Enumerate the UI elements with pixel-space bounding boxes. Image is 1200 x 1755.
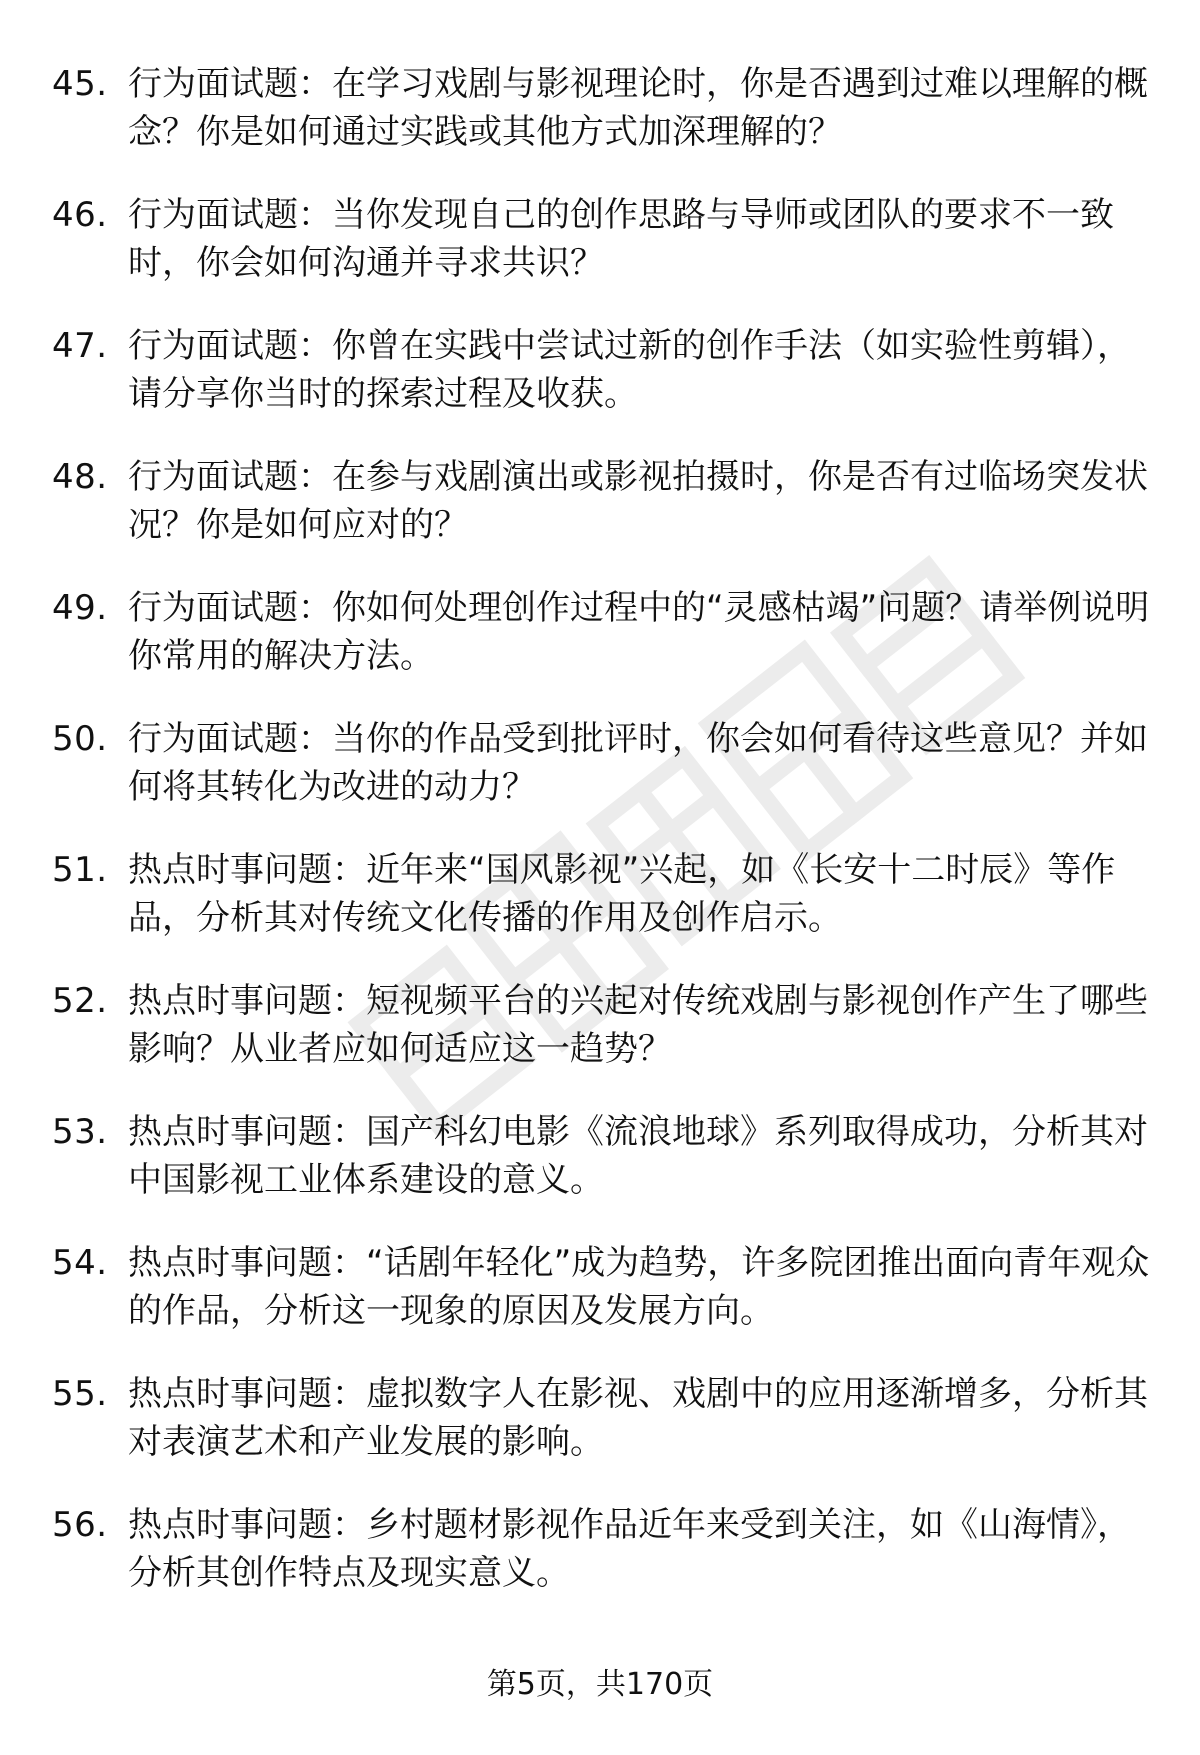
question-number: 49. xyxy=(52,588,108,628)
question-number: 52. xyxy=(52,981,108,1021)
question-text: 行为面试题：在学习戏剧与影视理论时，你是否遇到过难以理解的概念？你是如何通过实践或其他方式加深理解的？ xyxy=(128,64,1148,152)
question-number: 45. xyxy=(52,64,108,104)
list-item xyxy=(52,1501,1152,1632)
list-item xyxy=(52,453,1152,584)
list-item xyxy=(52,1370,1152,1501)
list-item xyxy=(52,977,1152,1108)
question-number: 51. xyxy=(52,850,108,890)
list-item xyxy=(52,1239,1152,1370)
question-number: 56. xyxy=(52,1505,108,1545)
list-item xyxy=(52,191,1152,322)
question-number: 54. xyxy=(52,1243,108,1283)
question-text: 热点时事问题：国产科幻电影《流浪地球》系列取得成功，分析其对中国影视工业体系建设的意义。 xyxy=(128,1112,1148,1200)
list-item xyxy=(52,584,1152,715)
question-number: 55. xyxy=(52,1374,108,1414)
list-item xyxy=(52,1108,1152,1239)
question-text: 热点时事问题：近年来“国风影视”兴起，如《长安十二时辰》等作品，分析其对传统文化传播的作用及创作启示。 xyxy=(128,850,1116,938)
page-footer: 第5页，共170页 xyxy=(486,1667,714,1702)
list-item xyxy=(52,846,1152,977)
question-number: 53. xyxy=(52,1112,108,1152)
question-text: 行为面试题：在参与戏剧演出或影视拍摄时，你是否有过临场突发状况？你是如何应对的？ xyxy=(128,457,1148,545)
list-item xyxy=(52,715,1152,846)
question-text: 热点时事问题：虚拟数字人在影视、戏剧中的应用逐渐增多，分析其对表演艺术和产业发展的影响。 xyxy=(128,1374,1148,1462)
question-text: 热点时事问题：乡村题材影视作品近年来受到关注，如《山海情》，分析其创作特点及现实意义。 xyxy=(128,1505,1131,1593)
question-number: 47. xyxy=(52,326,108,366)
question-text: 行为面试题：当你的作品受到批评时，你会如何看待这些意见？并如何将其转化为改进的动力？ xyxy=(128,719,1148,807)
question-text: 行为面试题：当你发现自己的创作思路与导师或团队的要求不一致时，你会如何沟通并寻求共识？ xyxy=(128,195,1114,283)
question-number: 50. xyxy=(52,719,108,759)
question-number: 46. xyxy=(52,195,108,235)
question-text: 热点时事问题：“话剧年轻化”成为趋势，许多院团推出面向青年观众的作品，分析这一现象的原因及发展方向。 xyxy=(128,1243,1150,1331)
question-text: 行为面试题：你曾在实践中尝试过新的创作手法（如实验性剪辑），请分享你当时的探索过程及收获。 xyxy=(128,326,1131,414)
question-text: 行为面试题：你如何处理创作过程中的“灵感枯竭”问题？请举例说明你常用的解决方法。 xyxy=(128,588,1150,676)
question-list xyxy=(52,60,1152,1632)
question-number: 48. xyxy=(52,457,108,497)
list-item xyxy=(52,322,1152,453)
list-item xyxy=(52,60,1152,191)
question-text: 热点时事问题：短视频平台的兴起对传统戏剧与影视创作产生了哪些影响？从业者应如何适应这一趋势？ xyxy=(128,981,1148,1069)
